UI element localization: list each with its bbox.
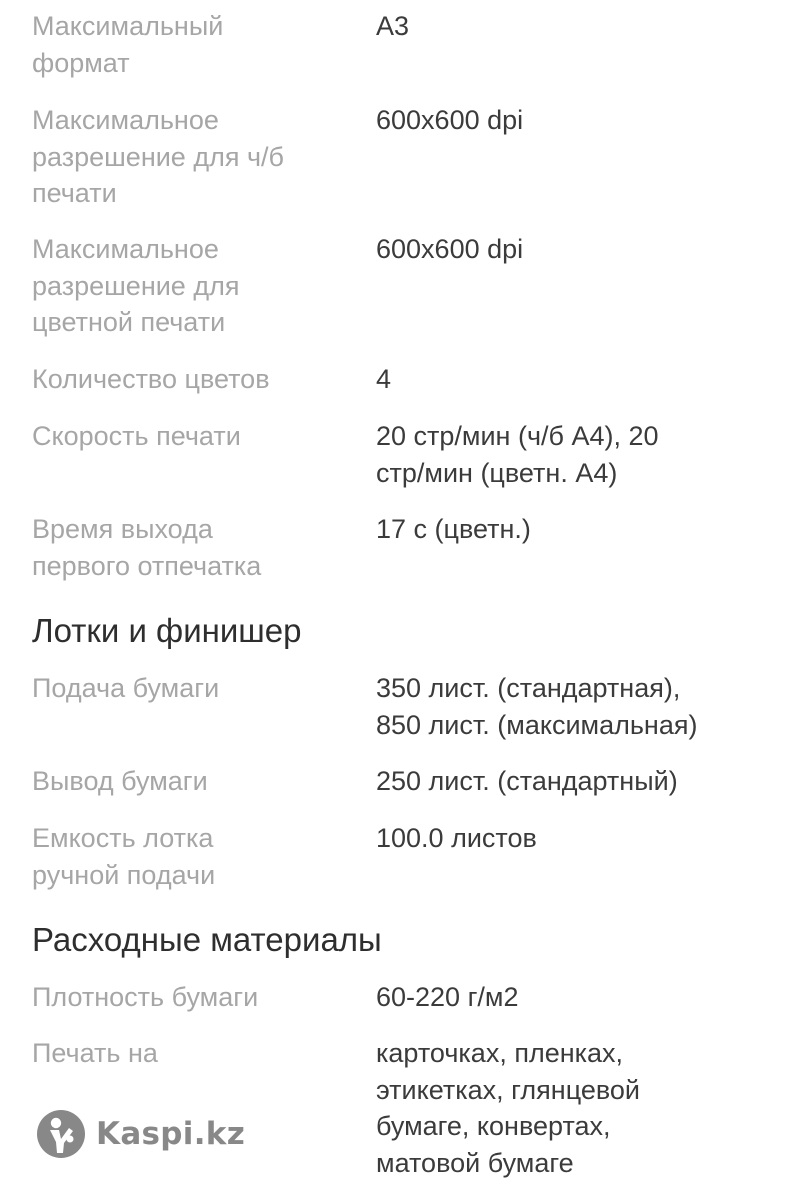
spec-value: 350 лист. (стандартная), 850 лист. (максимальная) [376, 673, 698, 740]
kaspi-logo-icon [36, 1109, 86, 1159]
spec-value: 250 лист. (стандартный) [376, 766, 678, 796]
section-title-consumables: Расходные материалы [32, 921, 382, 958]
kaspi-watermark [36, 1108, 245, 1160]
spec-label: Емкость лотка ручной подачи [32, 823, 216, 890]
spec-value: 60-220 г/м2 [376, 982, 519, 1012]
spec-value: 17 с (цветн.) [376, 514, 531, 544]
spec-label: Время выхода первого отпечатка [32, 514, 262, 581]
spec-value: 600x600 dpi [376, 105, 524, 135]
spec-value: 4 [376, 364, 392, 394]
spec-label: Плотность бумаги [32, 982, 259, 1012]
spec-label: Количество цветов [32, 364, 270, 394]
spec-label: Максимальное разрешение для цветной печати [32, 234, 240, 337]
spec-label: Скорость печати [32, 421, 241, 451]
spec-label: Печать на [32, 1038, 158, 1068]
spec-value: 100.0 листов [376, 823, 537, 853]
spec-value: 600x600 dpi [376, 234, 524, 264]
spec-value: 20 стр/мин (ч/б A4), 20 стр/мин (цветн. A4) [376, 421, 659, 488]
spec-label: Максимальный формат [32, 11, 224, 78]
spec-label: Подача бумаги [32, 673, 220, 703]
spec-value: A3 [376, 11, 410, 41]
watermark-text: Kaspi.kz [96, 1116, 246, 1152]
spec-value: карточках, пленках, этикетках, глянцевой бумаге, конвертах, матовой бумаге [376, 1038, 641, 1178]
section-title-trays: Лотки и финишер [32, 612, 302, 649]
spec-label: Максимальное разрешение для ч/б печати [32, 105, 284, 208]
spec-label: Вывод бумаги [32, 766, 208, 796]
